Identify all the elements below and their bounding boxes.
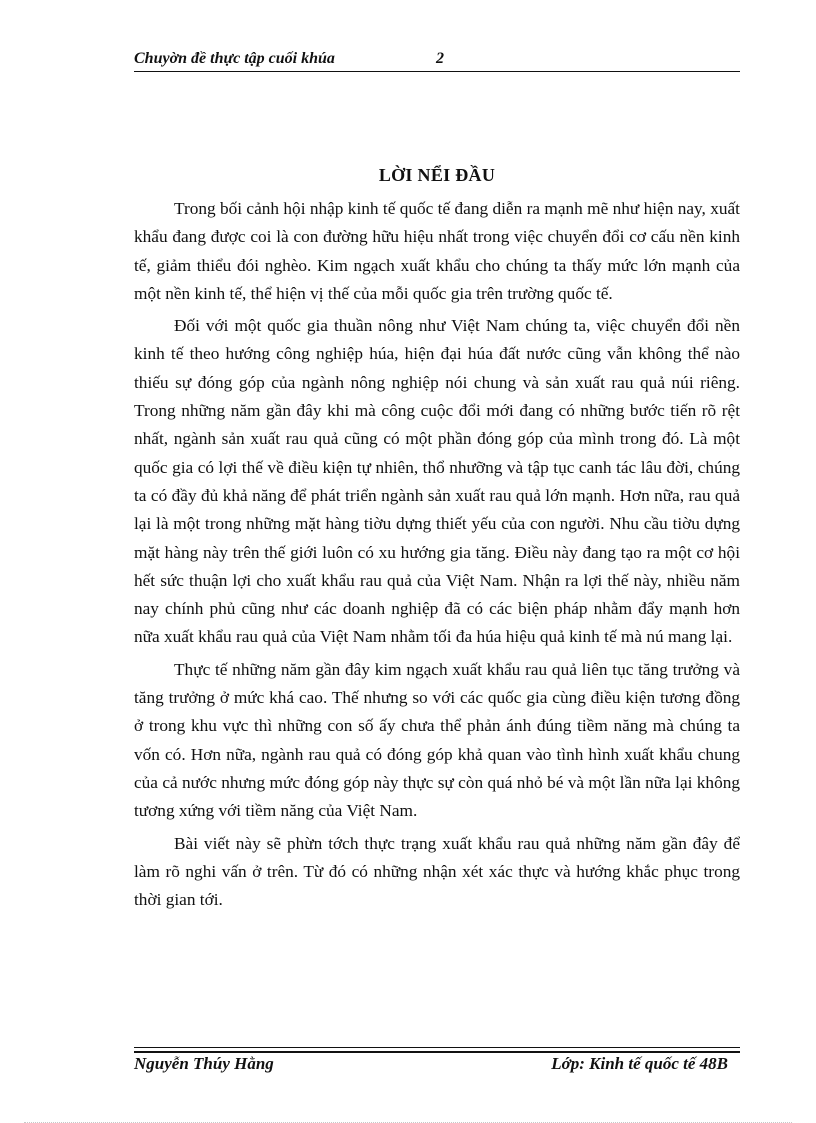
paragraph-3: Thực tế những năm gần đây kim ngạch xuất khẩu rau quả liên tục tăng trưởng và tăng trưởng ở mức khá cao. Thế nhưng so với các quốc gia cùng điều kiện tương đồng ở trong khu vực thì những con số ấy chưa thể phản ánh đúng tiềm năng mà chúng ta vốn có. Hơn nữa, ngành rau quả có đóng góp khả quan vào tình hình xuất khẩu chung của cả nước nhưng mức đóng góp này thực sự còn quá nhỏ bé và một lần nữa lại không tương xứng với tiềm năng của Việt Nam.	[134, 659, 740, 821]
footer-rule-thin	[134, 1047, 740, 1048]
section-heading: LỜI NỂI ĐẦU	[378, 165, 496, 185]
header-page-number: 2	[436, 50, 444, 67]
footer-author: Nguyễn Thúy Hằng	[134, 1054, 274, 1073]
page-footer	[134, 1054, 740, 1078]
paragraph-4: Bài viết này sẽ phừn tớch thực trạng xuất khẩu rau quả những năm gần đây để làm rõ nghi vấn ở trên. Từ đó có những nhận xét xác thực và hướng khắc phục trong thời gian tới.	[134, 833, 740, 910]
footer-rule-thick	[134, 1051, 740, 1053]
paragraph-2: Đối với một quốc gia thuần nông như Việt Nam chúng ta, việc chuyển đổi nền kinh tế theo hướng công nghiệp húa, hiện đại húa đất nước cũng vẫn không thể nào thiếu sự đóng góp của ngành nông nghiệp nói chung và sản xuất rau quả núi riêng. Trong những năm gần đây khi mà công cuộc đổi mới đang có những bước tiến rõ rệt nhất, ngành sản xuất rau quả cũng có một phần đóng góp của mình trong đó. Là một quốc gia có lợi thế về điều kiện tự nhiên, thổ nhưỡng và tập tục canh tác lâu đời, chúng ta có đầy đủ khả năng để phát triển ngành sản xuất rau quả lớn mạnh. Hơn nữa, rau quả lại là một trong những mặt hàng tiờu dựng thiết yếu của con người. Nhu cầu tiờu dựng mặt hàng này trên thế giới luôn có xu hướng gia tăng. Điều này đang tạo ra một cơ hội hết sức thuận lợi cho xuất khẩu rau quả của Việt Nam. Nhận ra lợi thế này, nhiều năm nay chính phủ cũng như các doanh nghiệp đã có các biện pháp nhằm đẩy mạnh hơn nữa xuất khẩu rau quả của Việt Nam nhằm tối đa húa hiệu quả kinh tế mà nú mang lại.	[134, 316, 740, 647]
header-title: Chuyờn đề thực tập cuối khúa	[134, 50, 335, 67]
header-rule	[134, 71, 740, 72]
footer-class-info: Lớp: Kinh tế quốc tế 48B	[551, 1054, 728, 1073]
paragraph-1: Trong bối cảnh hội nhập kinh tế quốc tế đang diễn ra mạnh mẽ như hiện nay, xuất khẩu đang được coi là con đường hữu hiệu nhất trong việc chuyển đổi cơ cấu nền kinh tế, giảm thiểu đói nghèo. Kim ngạch xuất khẩu cho chúng ta thấy mức lớn mạnh của một nền kinh tế, thể hiện vị thế của mỗi quốc gia trên trường quốc tế.	[134, 199, 740, 303]
body-text	[134, 195, 740, 914]
page-header	[134, 48, 740, 72]
